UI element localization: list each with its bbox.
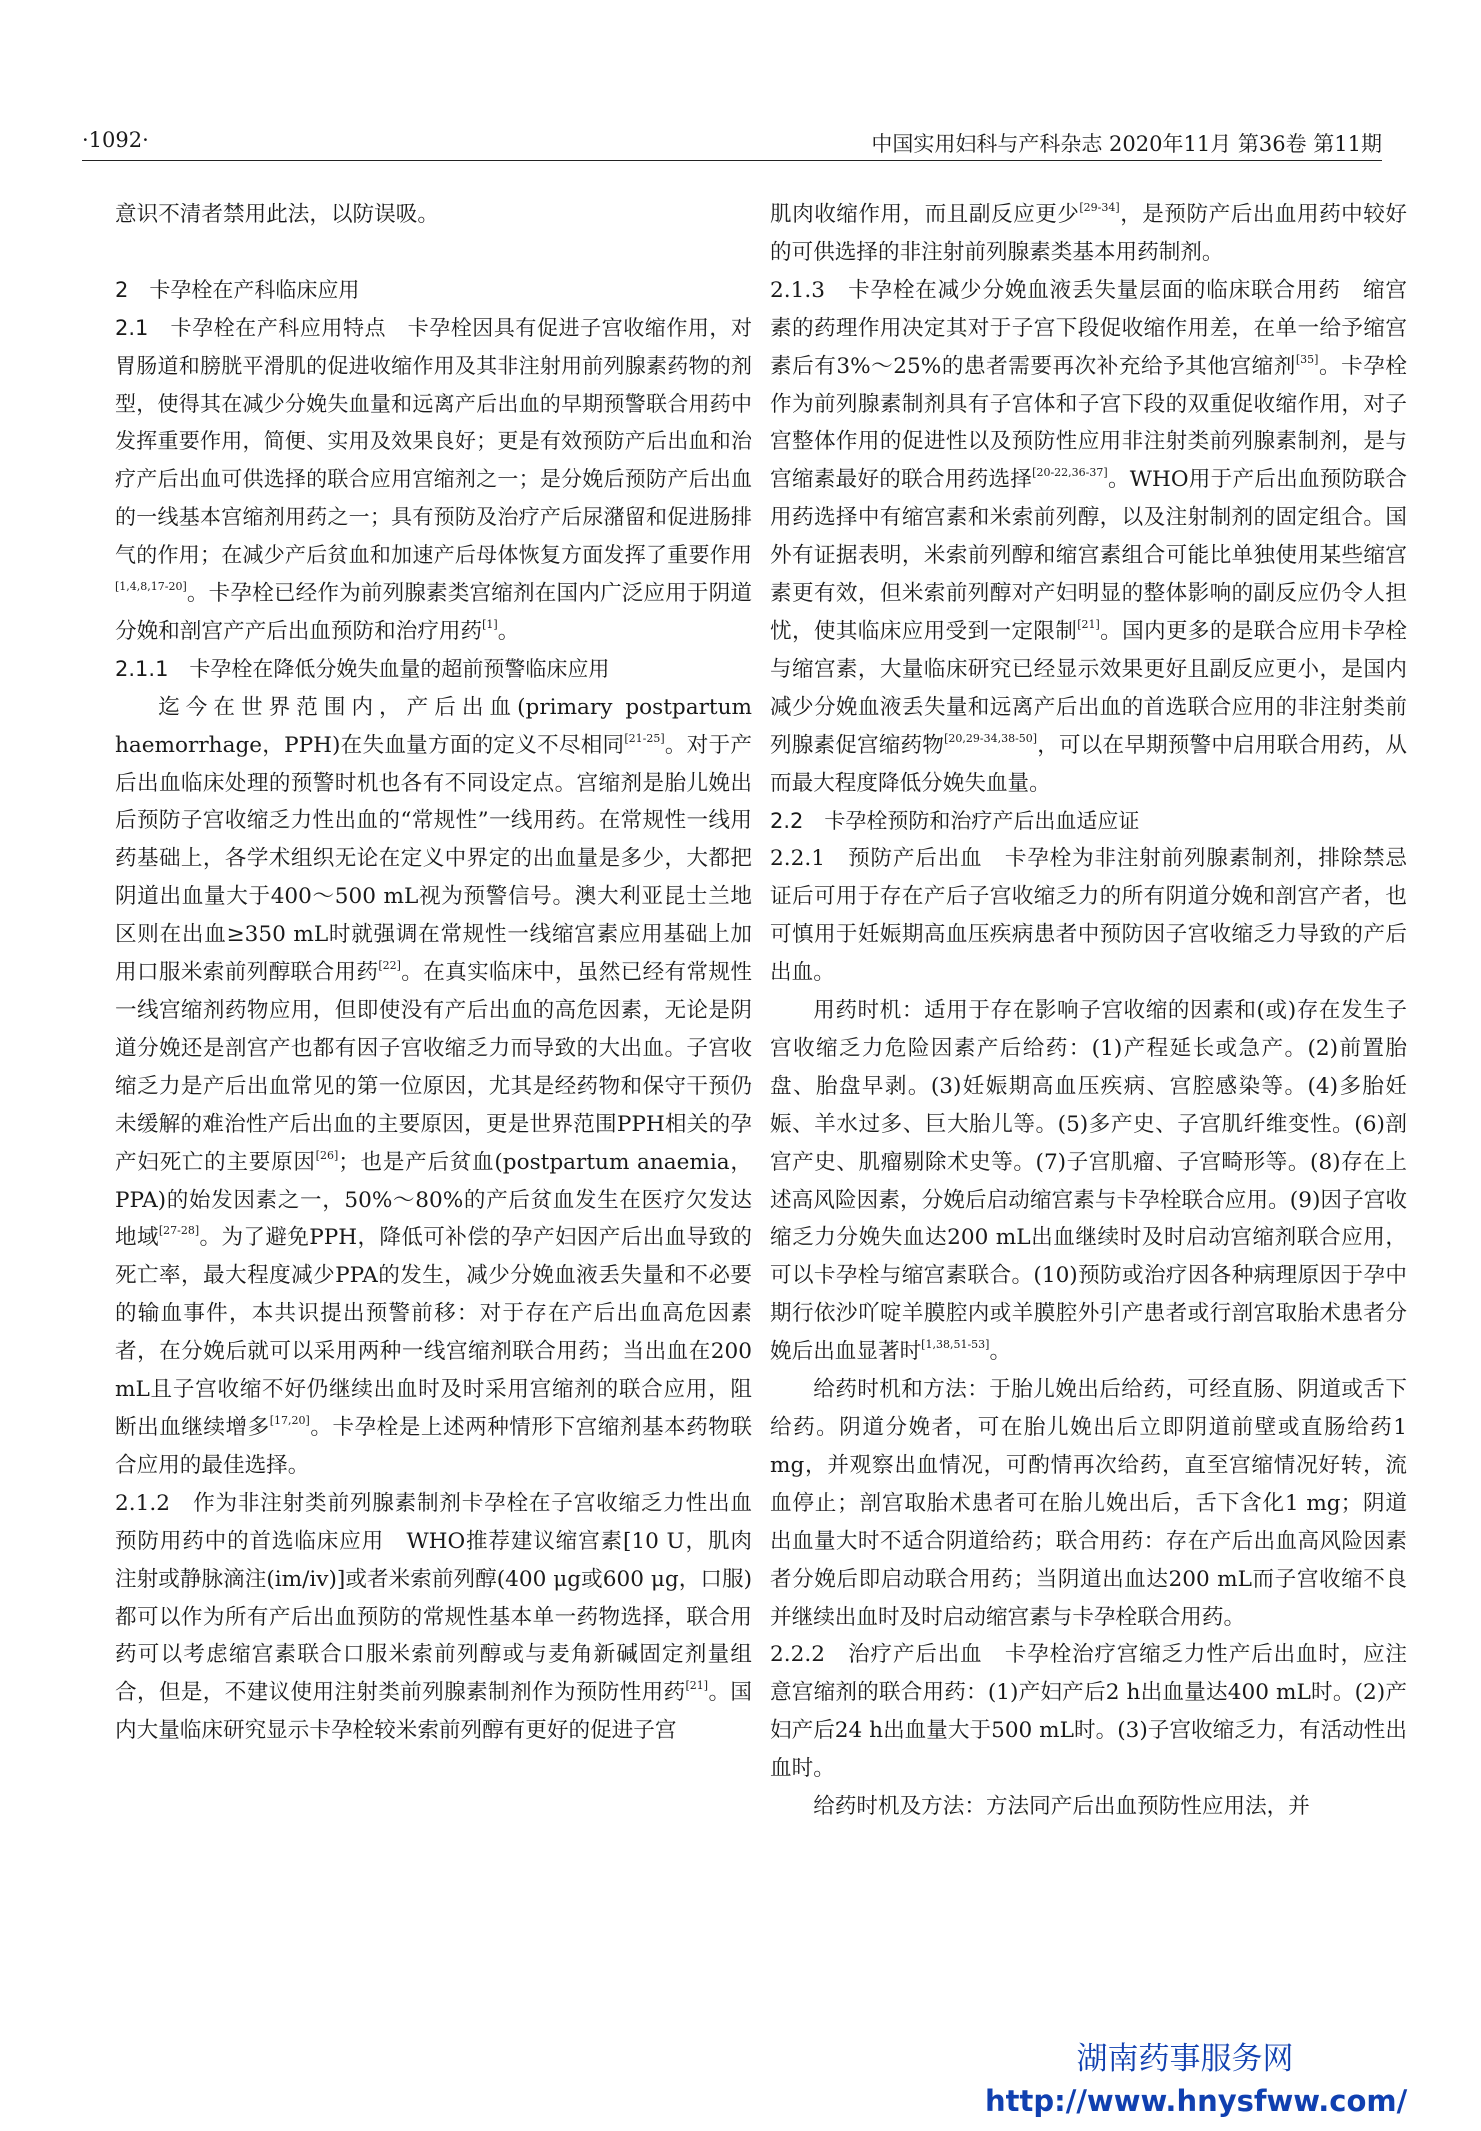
section-heading: 2 卡孕栓在产科临床应用 — [115, 277, 360, 302]
citation: [1,38,51-53] — [921, 1338, 990, 1352]
citation: [20-22,36-37] — [1032, 466, 1108, 480]
subsection-heading: 2.1.1 卡孕栓在降低分娩失血量的超前预警临床应用 — [115, 656, 610, 681]
subsection-heading: 2.2 卡孕栓预防和治疗产后出血适应证 — [770, 808, 1140, 833]
paragraph: 2.2.1 预防产后出血 卡孕栓为非注射前列腺素制剂，排除禁忌证后可用于存在产后子宫收缩乏力的所有阴道分娩和剖宫产者，也可慎用于妊娠期高血压疾病患者中预防因子宫收缩乏力导致的产后出血。 — [770, 846, 1407, 986]
paragraph: 用药时机：适用于存在影响子宫收缩的因素和(或)存在发生子宫收缩乏力危险因素产后给药：(1)产程延长或急产。(2)前置胎盘、胎盘早剥。(3)妊娠期高血压疾病、宫腔感染等。(4)多胎妊娠、羊水过多、巨大胎儿等。(5)多产史、子宫肌纤维变性。(6)剖宫产史、肌瘤剔除术史等。(7)子宫肌瘤、子宫畸形等。(8)存在上述高风险因素，分娩后启动缩宫素与卡孕栓联合应用。(9)因子宫收缩乏力分娩失血达200 mL出血继续时及时启动宫缩剂联合应用，可以卡孕栓与缩宫素联合。(10)预防或治疗因各种病理原因于孕中期行依沙吖啶羊膜腔内或羊膜腔外引产患者或行剖宫取胎术患者分娩后出血显著时[1,38,51-53]。 — [770, 998, 1407, 1365]
paragraph: 给药时机和方法：于胎儿娩出后给药，可经直肠、阴道或舌下给药。阴道分娩者，可在胎儿娩出后立即阴道前壁或直肠给药1 mg，并观察出血情况，可酌情再次给药，直至宫缩情况好转，流血停止；剖宫取胎术患者可在胎儿娩出后，舌下含化1 mg；阴道出血量大时不适合阴道给药；联合用药：存在产后出血高风险因素者分娩后即启动联合用药；当阴道出血达200 mL而子宫收缩不良并继续出血时及时启动缩宫素与卡孕栓联合用药。 — [770, 1377, 1407, 1630]
paragraph: 2.1.2 作为非注射类前列腺素制剂卡孕栓在子宫收缩乏力性出血预防用药中的首选临床应用 WHO推荐建议缩宫素[10 U，肌肉注射或静脉滴注(im/iv)]或者米索前列醇(400 μg或600 μg，口服)都可以作为所有产后出血预防的常规性基本单一药物选择，联合用药可以考虑缩宫素联合口服米索前列醇或与麦角新碱固定剂量组合，但是，不建议使用注射类前列腺素制剂作为预防性用药[21]。国内大量临床研究显示卡孕栓较米索前列醇有更好的促进子宫 — [115, 1490, 752, 1744]
citation: [27-28] — [158, 1224, 200, 1238]
right-column — [770, 196, 1407, 1826]
citation: [22] — [378, 959, 401, 973]
paragraph: 给药时机及方法：方法同产后出血预防性应用法，并 — [813, 1794, 1310, 1820]
citation: [21-25] — [624, 731, 665, 745]
paragraph: 2.1 卡孕栓在产科应用特点 卡孕栓因具有促进子宫收缩作用，对胃肠道和膀胱平滑肌的促进收缩作用及其非注射用前列腺素药物的剂型，使得其在减少分娩失血量和远离产后出血的早期预警联合用药中发挥重要作用，简便、实用及效果良好；更是有效预防产后出血和治疗产后出血可供选择的联合应用宫缩剂之一；是分娩后预防产后出血的一线基本宫缩剂用药之一；具有预防及治疗产后尿潴留和促进肠排气的作用；在减少产后贫血和加速产后母体恢复方面发挥了重要作用[1,4,8,17-20]。卡孕栓已经作为前列腺素类宫缩剂在国内广泛应用于阴道分娩和剖宫产产后出血预防和治疗用药[1]。 — [115, 315, 752, 644]
watermark — [985, 2038, 1408, 2122]
left-column — [115, 196, 752, 1750]
watermark-url[interactable]: http://www.hnysfww.com/ — [985, 2084, 1408, 2118]
running-header — [82, 124, 1382, 161]
page-number: ·1092· — [82, 128, 149, 152]
paragraph: 2.2.2 治疗产后出血 卡孕栓治疗宫缩乏力性产后出血时，应注意宫缩剂的联合用药：(1)产妇产后2 h出血量达400 mL时。(2)产妇产后24 h出血量大于500 mL时。(3)子宫收缩乏力，有活动性出血时。 — [770, 1642, 1407, 1782]
journal-title: 中国实用妇科与产科杂志 2020年11月 第36卷 第11期 — [871, 132, 1382, 156]
citation: [1] — [482, 618, 498, 632]
citation: [1,4,8,17-20] — [115, 580, 187, 594]
paragraph: 迄今在世界范围内，产后出血(primary postpartum haemorrhage，PPH)在失血量方面的定义不尽相同[21-25]。对于产后出血临床处理的预警时机也各有不同设定点。宫缩剂是胎儿娩出后预防子宫收缩乏力性出血的“常规性”一线用药。在常规性一线用药基础上，各学术组织无论在定义中界定的出血量是多少，大都把阴道出血量大于400～500 mL视为预警信号。澳大利亚昆士兰地区则在出血≥350 mL时就强调在常规性一线缩宫素应用基础上加用口服米索前列醇联合用药[22]。在真实临床中，虽然已经有常规性一线宫缩剂药物应用，但即使没有产后出血的高危因素，无论是阴道分娩还是剖宫产也都有因子宫收缩乏力而导致的大出血。子宫收缩乏力是产后出血常见的第一位原因，尤其是经药物和保守干预仍未缓解的难治性产后出血的主要原因，更是世界范围PPH相关的孕产妇死亡的主要原因[26]；也是产后贫血(postpartum anaemia，PPA)的始发因素之一，50%～80%的产后贫血发生在医疗欠发达地域[27-28]。为了避免PPH，降低可补偿的孕产妇因产后出血导致的死亡率，最大程度减少PPA的发生，减少分娩血液丢失量和不必要的输血事件，本共识提出预警前移：对于存在产后出血高危因素者，在分娩后就可以采用两种一线宫缩剂联合用药；当出血在200 mL且子宫收缩不好仍继续出血时及时采用宫缩剂的联合应用，阻断出血继续增多[17,20]。卡孕栓是上述两种情形下宫缩剂基本药物联合应用的最佳选择。 — [115, 694, 752, 1478]
paragraph: 意识不清者禁用此法，以防误吸。 — [115, 202, 439, 227]
watermark-name: 湖南药事服务网 — [1076, 2041, 1294, 2077]
citation: [21] — [685, 1679, 709, 1693]
citation: [29-34] — [1079, 201, 1120, 215]
citation: [26] — [315, 1148, 339, 1162]
citation: [21] — [1077, 618, 1100, 632]
paragraph: 肌肉收缩作用，而且副反应更少[29-34]，是预防产后出血用药中较好的可供选择的非注射前列腺素类基本用药制剂。 — [770, 201, 1407, 265]
citation: [20,29-34,38-50] — [944, 731, 1038, 745]
paragraph: 2.1.3 卡孕栓在减少分娩血液丢失量层面的临床联合用药 缩宫素的药理作用决定其对于子宫下段促收缩作用差，在单一给予缩宫素后有3%～25%的患者需要再次补充给予其他宫缩剂[35]。卡孕栓作为前列腺素制剂具有子宫体和子宫下段的双重促收缩作用，对子宫整体作用的促进性以及预防性应用非注射类前列腺素制剂，是与宫缩素最好的联合用药选择[20-22,36-37]。WHO用于产后出血预防联合用药选择中有缩宫素和米索前列醇，以及注射制剂的固定组合。国外有证据表明，米索前列醇和缩宫素组合可能比单独使用某些缩宫素更有效，但米索前列醇对产妇明显的整体影响的副反应仍令人担忧，使其临床应用受到一定限制[21]。国内更多的是联合应用卡孕栓与缩宫素，大量临床研究已经显示效果更好且副反应更小，是国内减少分娩血液丢失量和远离产后出血的首选联合应用的非注射类前列腺素促宫缩药物[20,29-34,38-50]，可以在早期预警中启用联合用药，从而最大程度降低分娩失血量。 — [770, 277, 1407, 796]
citation: [17,20] — [269, 1414, 310, 1428]
citation: [35] — [1295, 352, 1319, 366]
